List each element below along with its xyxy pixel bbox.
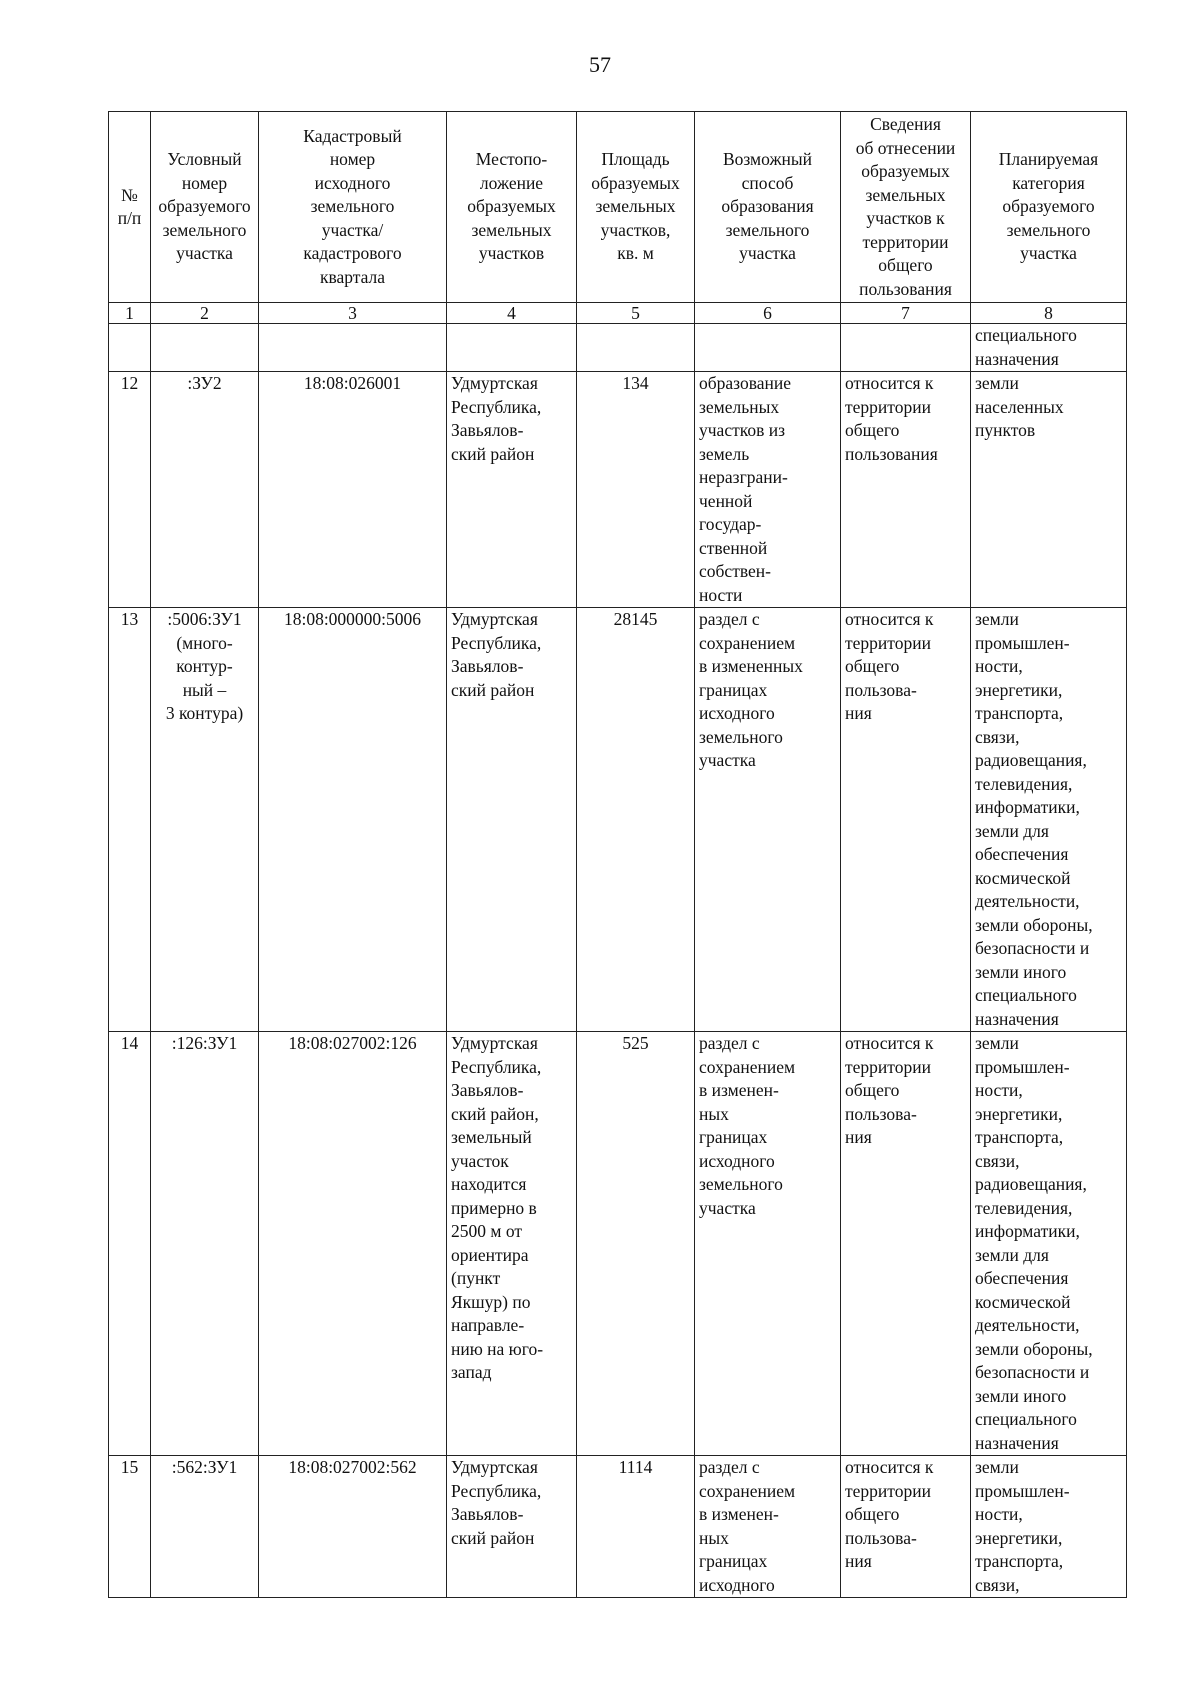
- column-number: 7: [841, 303, 971, 324]
- cell-method: раздел с сохранением в измененных границах исходного земельного участка: [695, 608, 841, 1032]
- cell-index: [109, 324, 151, 372]
- column-number: 8: [971, 303, 1127, 324]
- cell-cadastral-number: 18:08:000000:5006: [259, 608, 447, 1032]
- table-row: [109, 1456, 1127, 1598]
- cell-category: специального назначения: [971, 324, 1127, 372]
- cell-location: Удмуртская Республика, Завьялов- ский район: [447, 372, 577, 608]
- page-number: 57: [589, 52, 611, 77]
- land-plots-table: [108, 111, 1127, 1598]
- column-number: 5: [577, 303, 695, 324]
- cell-conditional-number: [151, 324, 259, 372]
- table-row: [109, 324, 1127, 372]
- header-cell-category: Планируемая категория образуемого земельного участка: [971, 112, 1127, 303]
- cell-area: [577, 324, 695, 372]
- cell-category: земли промышлен- ности, энергетики, транспорта, связи, радиовещания, телевидения, информатики, земли для обеспечения космической деятельности, земли обороны, безопасности и земли иного специального назначения: [971, 1032, 1127, 1456]
- column-number: 3: [259, 303, 447, 324]
- cell-index: 12: [109, 372, 151, 608]
- cell-conditional-number: :126:ЗУ1: [151, 1032, 259, 1456]
- cell-category: земли населенных пунктов: [971, 372, 1127, 608]
- cell-cadastral-number: [259, 324, 447, 372]
- cell-method: образование земельных участков из земель неразграни- ченной государ- ственной собствен- ности: [695, 372, 841, 608]
- column-number: 6: [695, 303, 841, 324]
- cell-area: 525: [577, 1032, 695, 1456]
- cell-location: Удмуртская Республика, Завьялов- ский район, земельный участок находится примерно в 2500 м от ориентира (пункт Якшур) по направле- нию на юго- запад: [447, 1032, 577, 1456]
- cell-location: Удмуртская Республика, Завьялов- ский район: [447, 608, 577, 1032]
- cell-method: раздел с сохранением в изменен- ных границах исходного земельного участка: [695, 1032, 841, 1456]
- cell-area: 1114: [577, 1456, 695, 1598]
- column-number: 4: [447, 303, 577, 324]
- cell-index: 14: [109, 1032, 151, 1456]
- header-cell-index: № п/п: [109, 112, 151, 303]
- cell-location: [447, 324, 577, 372]
- header-cell-cadastral-number: Кадастровый номер исходного земельного участка/ кадастрового квартала: [259, 112, 447, 303]
- cell-conditional-number: :ЗУ2: [151, 372, 259, 608]
- cell-cadastral-number: 18:08:027002:562: [259, 1456, 447, 1598]
- cell-cadastral-number: 18:08:026001: [259, 372, 447, 608]
- table-row: [109, 372, 1127, 608]
- cell-public-use: относится к территории общего пользования: [841, 372, 971, 608]
- column-number: 2: [151, 303, 259, 324]
- cell-method: раздел с сохранением в изменен- ных границах исходного: [695, 1456, 841, 1598]
- cell-public-use: относится к территории общего пользова- ния: [841, 1032, 971, 1456]
- cell-public-use: относится к территории общего пользова- ния: [841, 608, 971, 1032]
- column-number: 1: [109, 303, 151, 324]
- column-number-row: [109, 303, 1127, 324]
- cell-area: 28145: [577, 608, 695, 1032]
- cell-method: [695, 324, 841, 372]
- cell-index: 15: [109, 1456, 151, 1598]
- cell-category: земли промышлен- ности, энергетики, транспорта, связи, радиовещания, телевидения, информатики, земли для обеспечения космической деятельности, земли обороны, безопасности и земли иного специального назначения: [971, 608, 1127, 1032]
- cell-conditional-number: :5006:ЗУ1 (много- контур- ный – 3 контура): [151, 608, 259, 1032]
- header-cell-location: Местопо- ложение образуемых земельных участков: [447, 112, 577, 303]
- header-cell-public-use: Сведения об отнесении образуемых земельных участков к территории общего пользования: [841, 112, 971, 303]
- cell-index: 13: [109, 608, 151, 1032]
- cell-area: 134: [577, 372, 695, 608]
- table-row: [109, 1032, 1127, 1456]
- cell-location: Удмуртская Республика, Завьялов- ский район: [447, 1456, 577, 1598]
- cell-public-use: относится к территории общего пользова- ния: [841, 1456, 971, 1598]
- table-row: [109, 608, 1127, 1032]
- cell-cadastral-number: 18:08:027002:126: [259, 1032, 447, 1456]
- header-cell-conditional-number: Условный номер образуемого земельного участка: [151, 112, 259, 303]
- cell-category: земли промышлен- ности, энергетики, транспорта, связи,: [971, 1456, 1127, 1598]
- cell-conditional-number: :562:ЗУ1: [151, 1456, 259, 1598]
- cell-public-use: [841, 324, 971, 372]
- header-cell-method: Возможный способ образования земельного участка: [695, 112, 841, 303]
- table-header-row: [109, 112, 1127, 303]
- header-cell-area: Площадь образуемых земельных участков, кв. м: [577, 112, 695, 303]
